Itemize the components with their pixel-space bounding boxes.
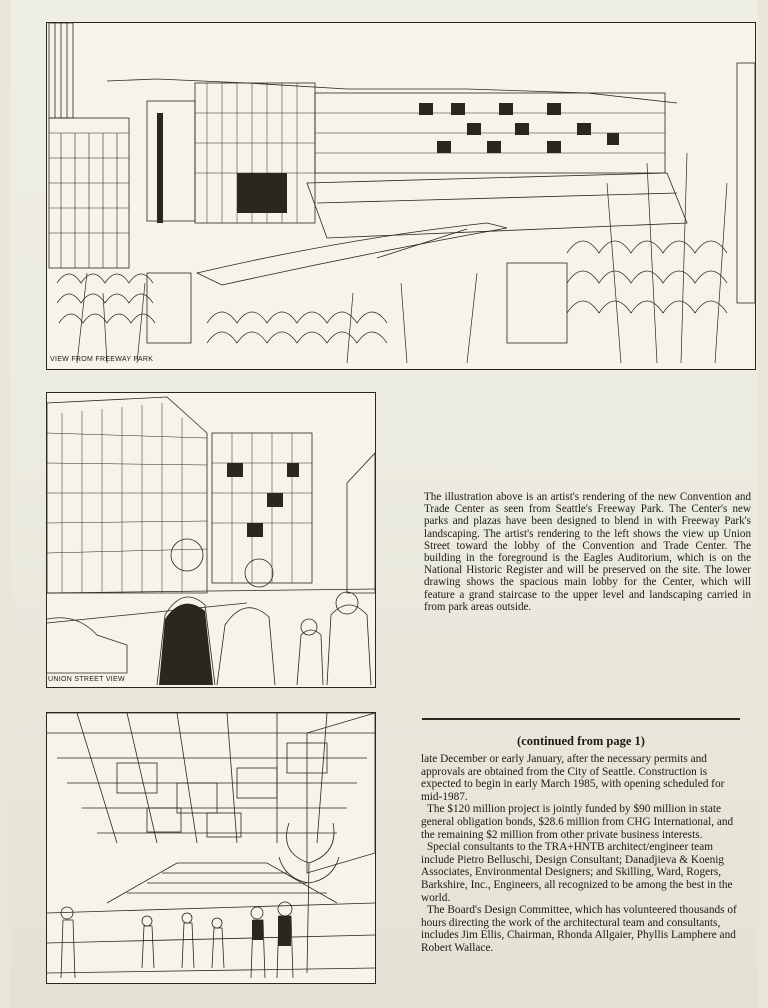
freeway-park-illustration — [46, 22, 756, 370]
lobby-sketch — [47, 713, 375, 983]
section-divider — [422, 718, 740, 720]
article-paragraph: The Board's Design Committee, which has volunteered thousands of hours directing the work of the architectural team and consultants, includes Jim Ellis, Chairman, Rhonda Allgaier, Phyllis Lamphere and Robert Wallace. — [421, 904, 737, 954]
union-street-sketch — [47, 393, 375, 687]
union-street-illustration — [46, 392, 376, 688]
lobby-illustration — [46, 712, 376, 984]
newsletter-page — [10, 0, 758, 1008]
illustration-caption: The illustration above is an artist's rendering of the new Convention and Trade Center as seen from Seattle's Freeway Park. The Center's new parks and plazas have been designed to blend in with Freeway Park's landscaping. The artist's rendering to the left shows the view up Union Street toward the lobby of the Convention and Trade Center. The building in the foreground is the Eagles Auditorium, which is on the National Historic Register and will be preserved on the site. The lower drawing shows the spacious main lobby for the Center, which will feature a grand staircase to the upper level and landscaping carried in from park areas outside. — [424, 491, 751, 613]
freeway-park-sketch — [47, 23, 755, 369]
article-paragraph: The $120 million project is jointly funded by $90 million in state general obligation bonds, $28.6 million from CHG International, and the remaining $2 million from other private business interests. — [421, 803, 734, 841]
continued-heading: (continued from page 1) — [517, 734, 645, 748]
union-street-label: UNION STREET VIEW — [48, 676, 125, 683]
article-paragraph: Special consultants to the TRA+HNTB architect/engineer team include Pietro Belluschi, Design Consultant; Danadjieva & Koenig Associates, Environmental Designers; and Skilling, Ward, Rogers, Barkshire, Inc., Engineers, all recognized to be among the best in the world. — [421, 841, 733, 904]
freeway-park-label: VIEW FROM FREEWAY PARK — [50, 356, 154, 363]
article-paragraph: late December or early January, after the necessary permits and approvals are obtained from the City of Seattle. Construction is expected to begin in early March 1985, with opening scheduled for mid-1987. — [421, 753, 725, 803]
continued-article — [421, 753, 741, 955]
